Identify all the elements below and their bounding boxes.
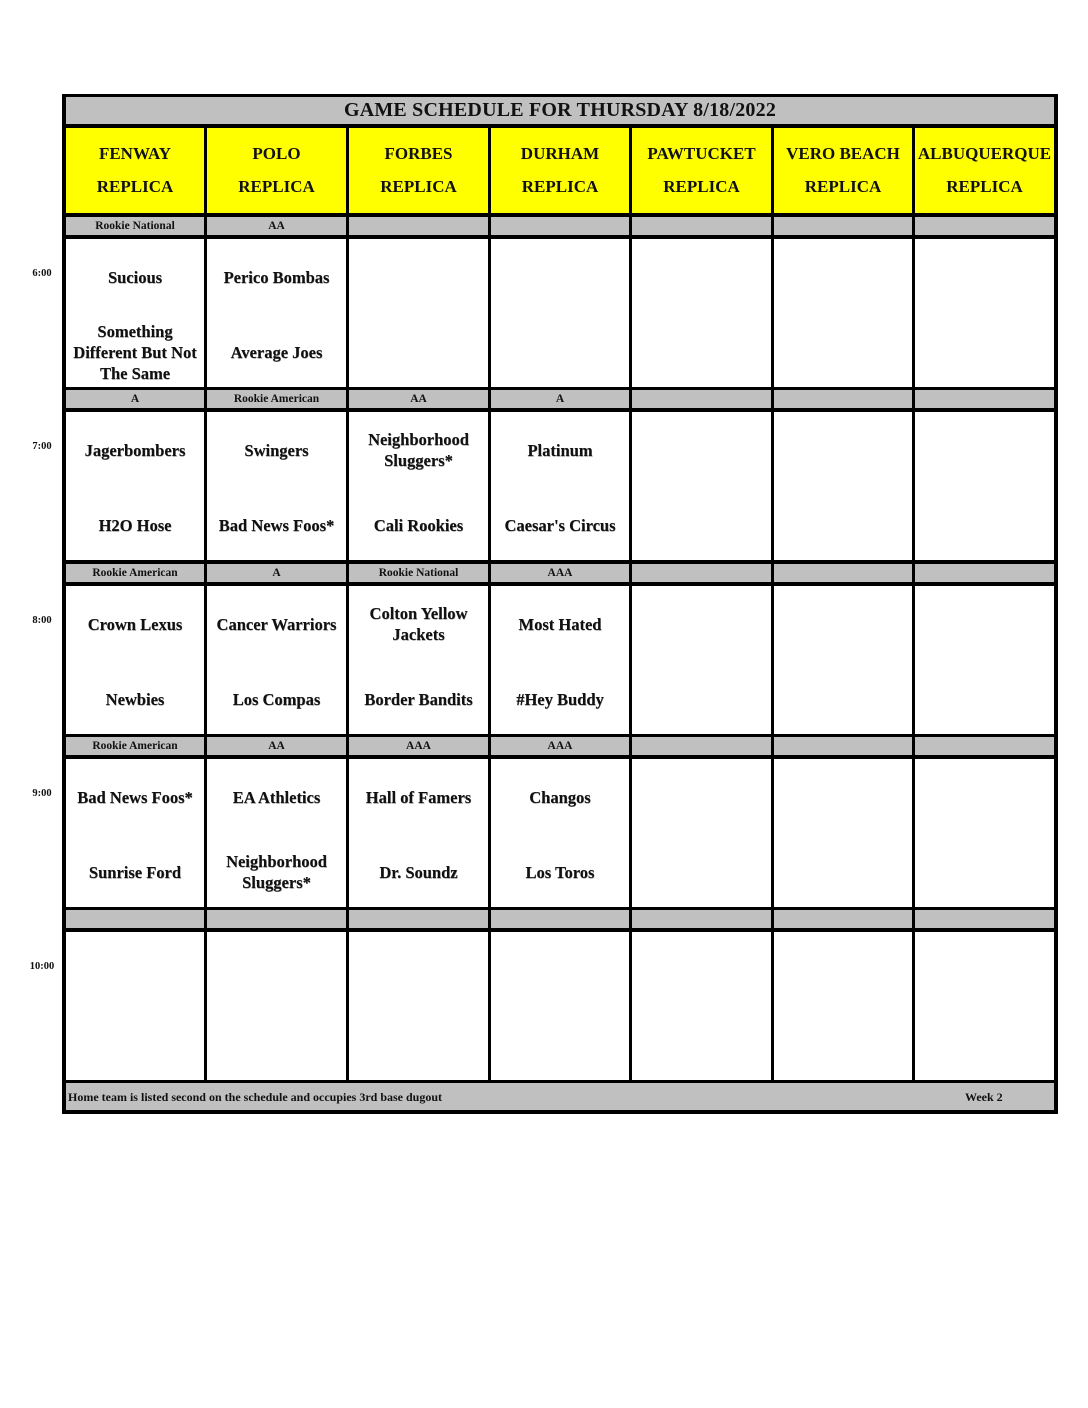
- venue-name: VERO BEACH: [786, 143, 900, 163]
- venue-subtitle: REPLICA: [380, 176, 457, 196]
- home-team: H2O Hose: [98, 515, 172, 535]
- game-cell: [774, 932, 912, 1080]
- game-cell: [774, 412, 912, 560]
- home-team: Sunrise Ford: [88, 862, 182, 882]
- venue-name: FENWAY: [98, 143, 172, 163]
- away-team: [915, 422, 1054, 478]
- time-slot-label: 7:00: [32, 441, 52, 452]
- time-slot-label: 9:00: [32, 788, 52, 799]
- home-team: [349, 1015, 488, 1075]
- home-team: [915, 495, 1054, 555]
- division-label: A: [491, 390, 629, 408]
- week-label: Week 2: [965, 1090, 1003, 1104]
- away-team: [349, 942, 488, 998]
- division-label: AA: [207, 737, 346, 755]
- game-cell: [66, 759, 204, 907]
- home-team: [632, 842, 771, 902]
- division-label: [632, 390, 771, 408]
- schedule-table: [62, 94, 1058, 1114]
- away-team: Neighborhood Sluggers*: [368, 430, 469, 470]
- game-cell: [491, 239, 629, 387]
- game-cell: [774, 239, 912, 387]
- home-team: [774, 495, 912, 555]
- away-team: [349, 249, 488, 305]
- division-label: [774, 390, 912, 408]
- schedule-title: GAME SCHEDULE FOR THURSDAY 8/18/2022: [66, 97, 1054, 124]
- game-cell: [207, 586, 346, 734]
- home-team: Average Joes: [230, 342, 323, 362]
- home-team: [66, 1015, 204, 1075]
- home-team: [915, 842, 1054, 902]
- away-team: [491, 249, 629, 305]
- game-cell: [66, 586, 204, 734]
- game-cell: [915, 759, 1054, 907]
- venue-subtitle: REPLICA: [521, 176, 599, 196]
- home-team: [349, 322, 488, 382]
- venue-header: [491, 128, 629, 213]
- game-cell: [349, 586, 488, 734]
- game-cell: [491, 586, 629, 734]
- away-team: Platinum: [527, 440, 593, 460]
- home-team: [632, 669, 771, 729]
- away-team: [915, 596, 1054, 652]
- home-team: [774, 1015, 912, 1075]
- away-team: [632, 942, 771, 998]
- venue-header: [207, 128, 346, 213]
- home-team: Neighborhood Sluggers*: [226, 852, 327, 892]
- game-cell: [66, 239, 204, 387]
- away-team: Jagerbombers: [84, 440, 186, 460]
- game-cell: [915, 412, 1054, 560]
- away-team: [774, 249, 912, 305]
- division-label: [632, 217, 771, 235]
- venue-subtitle: REPLICA: [804, 176, 882, 196]
- division-label: [915, 737, 1054, 755]
- division-label: AAA: [349, 737, 488, 755]
- away-team: Perico Bombas: [223, 267, 330, 287]
- home-team: [632, 1015, 771, 1075]
- division-label: [774, 910, 912, 928]
- division-label: Rookie American: [66, 564, 204, 582]
- away-team: Swingers: [244, 440, 309, 460]
- venue-subtitle: REPLICA: [946, 176, 1023, 196]
- venue-name: DURHAM: [520, 143, 600, 163]
- venue-header: [632, 128, 771, 213]
- game-cell: [349, 412, 488, 560]
- division-label: AA: [349, 390, 488, 408]
- division-label: [349, 910, 488, 928]
- home-team: Los Toros: [525, 862, 595, 882]
- game-cell: [207, 932, 346, 1080]
- division-label: AAA: [491, 564, 629, 582]
- away-team: [632, 422, 771, 478]
- home-team: [915, 322, 1054, 382]
- home-team: [491, 322, 629, 382]
- division-label: [207, 910, 346, 928]
- game-cell: [774, 759, 912, 907]
- home-team: Caesar's Circus: [504, 515, 616, 535]
- away-team: [632, 249, 771, 305]
- venue-name: FORBES: [384, 143, 453, 163]
- home-team: [774, 322, 912, 382]
- game-cell: [207, 759, 346, 907]
- division-label: A: [207, 564, 346, 582]
- division-label: Rookie National: [66, 217, 204, 235]
- home-team: Border Bandits: [364, 689, 473, 709]
- venue-name: POLO: [252, 143, 301, 163]
- home-team: #Hey Buddy: [516, 689, 604, 709]
- home-team: Newbies: [105, 689, 165, 709]
- away-team: [774, 596, 912, 652]
- venue-header: [66, 128, 204, 213]
- game-cell: [491, 932, 629, 1080]
- game-cell: [632, 586, 771, 734]
- division-label: Rookie American: [66, 737, 204, 755]
- game-cell: [632, 412, 771, 560]
- away-team: [915, 942, 1054, 998]
- home-team: Los Compas: [232, 689, 321, 709]
- game-cell: [66, 412, 204, 560]
- home-team-note: Home team is listed second on the schedule and occupies 3rd base dugout: [68, 1090, 443, 1104]
- division-label: [491, 910, 629, 928]
- division-label: [915, 217, 1054, 235]
- away-team: [207, 942, 346, 998]
- game-cell: [632, 239, 771, 387]
- venue-subtitle: REPLICA: [663, 176, 740, 196]
- home-team: [915, 1015, 1054, 1075]
- away-team: Crown Lexus: [87, 614, 183, 634]
- game-cell: [349, 239, 488, 387]
- division-label: [632, 910, 771, 928]
- game-cell: [915, 586, 1054, 734]
- division-label: AA: [207, 217, 346, 235]
- away-team: Hall of Famers: [365, 787, 472, 807]
- division-label: A: [66, 390, 204, 408]
- time-slot-label: 6:00: [32, 268, 52, 279]
- home-team: Bad News Foos*: [218, 515, 335, 535]
- division-label: [915, 390, 1054, 408]
- away-team: [774, 422, 912, 478]
- division-label: [491, 217, 629, 235]
- away-team: [491, 942, 629, 998]
- away-team: [774, 942, 912, 998]
- away-team: [774, 769, 912, 825]
- away-team: Colton Yellow Jackets: [369, 604, 468, 644]
- division-label: Rookie American: [207, 390, 346, 408]
- away-team: [632, 596, 771, 652]
- venue-header: [774, 128, 912, 213]
- game-cell: [349, 932, 488, 1080]
- away-team: EA Athletics: [232, 787, 321, 807]
- away-team: [632, 769, 771, 825]
- home-team: Dr. Soundz: [379, 862, 458, 882]
- home-team: [915, 669, 1054, 729]
- division-label: [774, 564, 912, 582]
- game-cell: [491, 412, 629, 560]
- division-label: [774, 217, 912, 235]
- division-label: [774, 737, 912, 755]
- division-label: [349, 217, 488, 235]
- game-cell: [915, 239, 1054, 387]
- away-team: [66, 942, 204, 998]
- home-team: [632, 322, 771, 382]
- footer-bar: [66, 1083, 1054, 1110]
- division-label: [632, 737, 771, 755]
- away-team: Most Hated: [518, 614, 602, 634]
- time-slot-label: 10:00: [29, 961, 55, 972]
- venue-subtitle: REPLICA: [238, 176, 315, 196]
- venue-header: [349, 128, 488, 213]
- away-team: Bad News Foos*: [77, 787, 193, 807]
- venue-header: [915, 128, 1054, 213]
- division-label: [915, 910, 1054, 928]
- home-team: [491, 1015, 629, 1075]
- game-cell: [491, 759, 629, 907]
- game-cell: [774, 586, 912, 734]
- away-team: Cancer Warriors: [216, 614, 337, 634]
- away-team: Changos: [529, 787, 591, 807]
- game-cell: [632, 759, 771, 907]
- home-team: [207, 1015, 346, 1075]
- division-label: [66, 910, 204, 928]
- away-team: [915, 249, 1054, 305]
- home-team: [774, 842, 912, 902]
- game-cell: [207, 412, 346, 560]
- division-label: [632, 564, 771, 582]
- home-team: [632, 495, 771, 555]
- game-cell: [207, 239, 346, 387]
- game-cell: [349, 759, 488, 907]
- venue-name: ALBUQUERQUE: [917, 143, 1052, 163]
- time-slot-label: 8:00: [32, 615, 52, 626]
- division-label: [915, 564, 1054, 582]
- division-label: AAA: [491, 737, 629, 755]
- venue-subtitle: REPLICA: [96, 176, 174, 196]
- venue-name: PAWTUCKET: [647, 143, 756, 163]
- home-team: Something Different But Not The Same: [73, 321, 197, 383]
- away-team: Sucious: [107, 267, 163, 287]
- away-team: [915, 769, 1054, 825]
- game-cell: [66, 932, 204, 1080]
- home-team: [774, 669, 912, 729]
- home-team: Cali Rookies: [373, 515, 464, 535]
- game-cell: [915, 932, 1054, 1080]
- division-label: Rookie National: [349, 564, 488, 582]
- game-cell: [632, 932, 771, 1080]
